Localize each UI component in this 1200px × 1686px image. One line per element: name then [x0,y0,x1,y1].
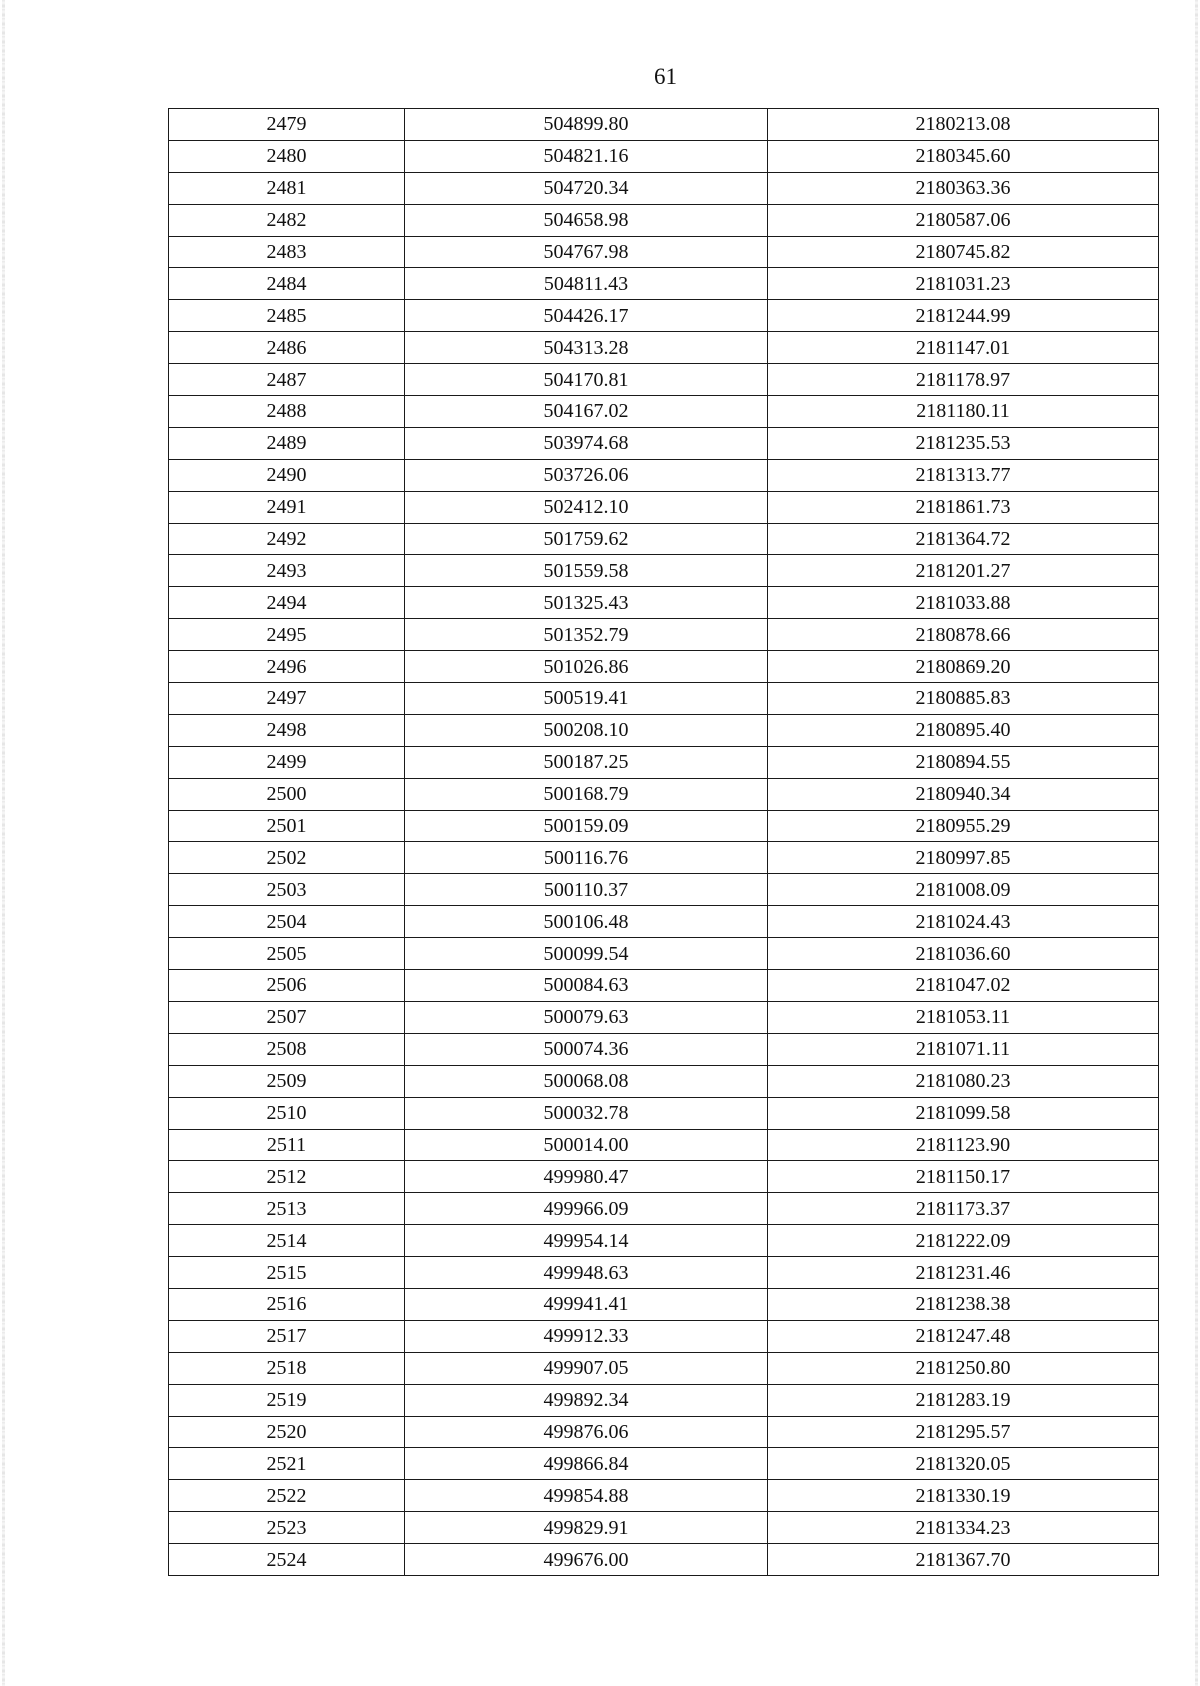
point-number-cell: 2503 [169,874,405,906]
x-coordinate-cell: 500032.78 [405,1097,768,1129]
x-coordinate-cell: 499866.84 [405,1448,768,1480]
x-coordinate-cell: 504811.43 [405,268,768,300]
y-coordinate-cell: 2181320.05 [768,1448,1159,1480]
point-number-cell: 2514 [169,1225,405,1257]
point-number-cell: 2489 [169,427,405,459]
y-coordinate-cell: 2180895.40 [768,714,1159,746]
y-coordinate-cell: 2181147.01 [768,332,1159,364]
table-row [169,1512,1159,1544]
y-coordinate-cell: 2181201.27 [768,555,1159,587]
point-number-cell: 2507 [169,1001,405,1033]
point-number-cell: 2517 [169,1320,405,1352]
x-coordinate-cell: 500014.00 [405,1129,768,1161]
point-number-cell: 2485 [169,300,405,332]
table-row [169,874,1159,906]
x-coordinate-cell: 504170.81 [405,364,768,396]
point-number-cell: 2502 [169,842,405,874]
x-coordinate-cell: 500074.36 [405,1033,768,1065]
x-coordinate-cell: 499907.05 [405,1352,768,1384]
x-coordinate-cell: 501352.79 [405,619,768,651]
point-number-cell: 2499 [169,746,405,778]
y-coordinate-cell: 2181024.43 [768,906,1159,938]
table-row [169,746,1159,778]
table-row [169,683,1159,715]
table-row [169,172,1159,204]
x-coordinate-cell: 499954.14 [405,1225,768,1257]
x-coordinate-cell: 499892.34 [405,1384,768,1416]
point-number-cell: 2491 [169,491,405,523]
x-coordinate-cell: 500110.37 [405,874,768,906]
y-coordinate-cell: 2181861.73 [768,491,1159,523]
x-coordinate-cell: 499676.00 [405,1544,768,1576]
y-coordinate-cell: 2181036.60 [768,938,1159,970]
table-row [169,1384,1159,1416]
table-row [169,1544,1159,1576]
y-coordinate-cell: 2180213.08 [768,109,1159,141]
y-coordinate-cell: 2181238.38 [768,1288,1159,1320]
x-coordinate-cell: 500168.79 [405,778,768,810]
point-number-cell: 2515 [169,1257,405,1289]
x-coordinate-cell: 503726.06 [405,459,768,491]
point-number-cell: 2500 [169,778,405,810]
x-coordinate-cell: 500519.41 [405,683,768,715]
scan-edge-right [1195,0,1198,1686]
x-coordinate-cell: 504767.98 [405,236,768,268]
x-coordinate-cell: 499876.06 [405,1416,768,1448]
table-row [169,1225,1159,1257]
x-coordinate-cell: 502412.10 [405,491,768,523]
point-number-cell: 2519 [169,1384,405,1416]
table-row [169,1480,1159,1512]
x-coordinate-cell: 500106.48 [405,906,768,938]
y-coordinate-cell: 2181247.48 [768,1320,1159,1352]
point-number-cell: 2480 [169,140,405,172]
y-coordinate-cell: 2181178.97 [768,364,1159,396]
point-number-cell: 2522 [169,1480,405,1512]
x-coordinate-cell: 500068.08 [405,1065,768,1097]
point-number-cell: 2512 [169,1161,405,1193]
x-coordinate-cell: 504658.98 [405,204,768,236]
x-coordinate-cell: 499966.09 [405,1193,768,1225]
y-coordinate-cell: 2180894.55 [768,746,1159,778]
table-row [169,1193,1159,1225]
x-coordinate-cell: 499948.63 [405,1257,768,1289]
table-row [169,300,1159,332]
point-number-cell: 2508 [169,1033,405,1065]
point-number-cell: 2510 [169,1097,405,1129]
x-coordinate-cell: 501759.62 [405,523,768,555]
table-row [169,619,1159,651]
y-coordinate-cell: 2181173.37 [768,1193,1159,1225]
table-row [169,938,1159,970]
scan-edge-left [2,0,5,1686]
x-coordinate-cell: 503974.68 [405,427,768,459]
point-number-cell: 2513 [169,1193,405,1225]
point-number-cell: 2516 [169,1288,405,1320]
x-coordinate-cell: 500187.25 [405,746,768,778]
y-coordinate-cell: 2180885.83 [768,683,1159,715]
x-coordinate-cell: 504313.28 [405,332,768,364]
point-number-cell: 2479 [169,109,405,141]
point-number-cell: 2504 [169,906,405,938]
y-coordinate-cell: 2181330.19 [768,1480,1159,1512]
point-number-cell: 2520 [169,1416,405,1448]
table-row [169,906,1159,938]
y-coordinate-cell: 2181031.23 [768,268,1159,300]
y-coordinate-cell: 2181053.11 [768,1001,1159,1033]
point-number-cell: 2518 [169,1352,405,1384]
table-row [169,1288,1159,1320]
table-row [169,1161,1159,1193]
point-number-cell: 2492 [169,523,405,555]
table-row [169,1448,1159,1480]
table-row [169,651,1159,683]
y-coordinate-cell: 2181099.58 [768,1097,1159,1129]
point-number-cell: 2483 [169,236,405,268]
point-number-cell: 2505 [169,938,405,970]
y-coordinate-cell: 2181244.99 [768,300,1159,332]
x-coordinate-cell: 504167.02 [405,396,768,428]
point-number-cell: 2494 [169,587,405,619]
table-row [169,1065,1159,1097]
table-row [169,1129,1159,1161]
x-coordinate-cell: 504821.16 [405,140,768,172]
x-coordinate-cell: 499912.33 [405,1320,768,1352]
x-coordinate-cell: 500079.63 [405,1001,768,1033]
y-coordinate-cell: 2181033.88 [768,587,1159,619]
x-coordinate-cell: 504720.34 [405,172,768,204]
table-row [169,523,1159,555]
x-coordinate-cell: 499941.41 [405,1288,768,1320]
y-coordinate-cell: 2181283.19 [768,1384,1159,1416]
point-number-cell: 2511 [169,1129,405,1161]
x-coordinate-cell: 501559.58 [405,555,768,587]
y-coordinate-cell: 2181295.57 [768,1416,1159,1448]
y-coordinate-cell: 2181367.70 [768,1544,1159,1576]
table-row [169,459,1159,491]
point-number-cell: 2509 [169,1065,405,1097]
table-row [169,555,1159,587]
y-coordinate-cell: 2181222.09 [768,1225,1159,1257]
x-coordinate-cell: 501325.43 [405,587,768,619]
x-coordinate-cell: 504426.17 [405,300,768,332]
table-row [169,714,1159,746]
point-number-cell: 2523 [169,1512,405,1544]
y-coordinate-cell: 2180587.06 [768,204,1159,236]
y-coordinate-cell: 2181180.11 [768,396,1159,428]
y-coordinate-cell: 2181123.90 [768,1129,1159,1161]
table-row [169,810,1159,842]
point-number-cell: 2506 [169,970,405,1002]
table-row [169,236,1159,268]
point-number-cell: 2495 [169,619,405,651]
y-coordinate-cell: 2180345.60 [768,140,1159,172]
x-coordinate-cell: 500116.76 [405,842,768,874]
x-coordinate-cell: 500099.54 [405,938,768,970]
y-coordinate-cell: 2181231.46 [768,1257,1159,1289]
coordinates-table-body [169,109,1159,1576]
table-row [169,364,1159,396]
x-coordinate-cell: 500159.09 [405,810,768,842]
x-coordinate-cell: 501026.86 [405,651,768,683]
point-number-cell: 2487 [169,364,405,396]
y-coordinate-cell: 2181235.53 [768,427,1159,459]
y-coordinate-cell: 2181250.80 [768,1352,1159,1384]
y-coordinate-cell: 2181364.72 [768,523,1159,555]
y-coordinate-cell: 2180869.20 [768,651,1159,683]
point-number-cell: 2486 [169,332,405,364]
point-number-cell: 2488 [169,396,405,428]
x-coordinate-cell: 500084.63 [405,970,768,1002]
y-coordinate-cell: 2180997.85 [768,842,1159,874]
point-number-cell: 2493 [169,555,405,587]
point-number-cell: 2497 [169,683,405,715]
y-coordinate-cell: 2181047.02 [768,970,1159,1002]
table-row [169,140,1159,172]
table-row [169,842,1159,874]
point-number-cell: 2521 [169,1448,405,1480]
x-coordinate-cell: 499980.47 [405,1161,768,1193]
table-row [169,587,1159,619]
x-coordinate-cell: 504899.80 [405,109,768,141]
point-number-cell: 2481 [169,172,405,204]
y-coordinate-cell: 2181150.17 [768,1161,1159,1193]
y-coordinate-cell: 2181080.23 [768,1065,1159,1097]
table-row [169,204,1159,236]
table-row [169,396,1159,428]
y-coordinate-cell: 2181008.09 [768,874,1159,906]
y-coordinate-cell: 2181334.23 [768,1512,1159,1544]
x-coordinate-cell: 499829.91 [405,1512,768,1544]
table-row [169,1257,1159,1289]
table-row [169,1001,1159,1033]
x-coordinate-cell: 499854.88 [405,1480,768,1512]
point-number-cell: 2484 [169,268,405,300]
table-row [169,1033,1159,1065]
table-row [169,1416,1159,1448]
y-coordinate-cell: 2180955.29 [768,810,1159,842]
table-row [169,1320,1159,1352]
y-coordinate-cell: 2181313.77 [768,459,1159,491]
point-number-cell: 2490 [169,459,405,491]
y-coordinate-cell: 2180878.66 [768,619,1159,651]
point-number-cell: 2482 [169,204,405,236]
table-row [169,1097,1159,1129]
y-coordinate-cell: 2180363.36 [768,172,1159,204]
table-row [169,332,1159,364]
table-row [169,427,1159,459]
coordinates-table [168,108,1159,1576]
point-number-cell: 2524 [169,1544,405,1576]
table-row [169,778,1159,810]
y-coordinate-cell: 2180745.82 [768,236,1159,268]
point-number-cell: 2496 [169,651,405,683]
table-row [169,109,1159,141]
table-row [169,1352,1159,1384]
y-coordinate-cell: 2181071.11 [768,1033,1159,1065]
page-number: 61 [654,64,677,89]
table-row [169,491,1159,523]
table-row [169,970,1159,1002]
point-number-cell: 2501 [169,810,405,842]
table-row [169,268,1159,300]
point-number-cell: 2498 [169,714,405,746]
x-coordinate-cell: 500208.10 [405,714,768,746]
y-coordinate-cell: 2180940.34 [768,778,1159,810]
